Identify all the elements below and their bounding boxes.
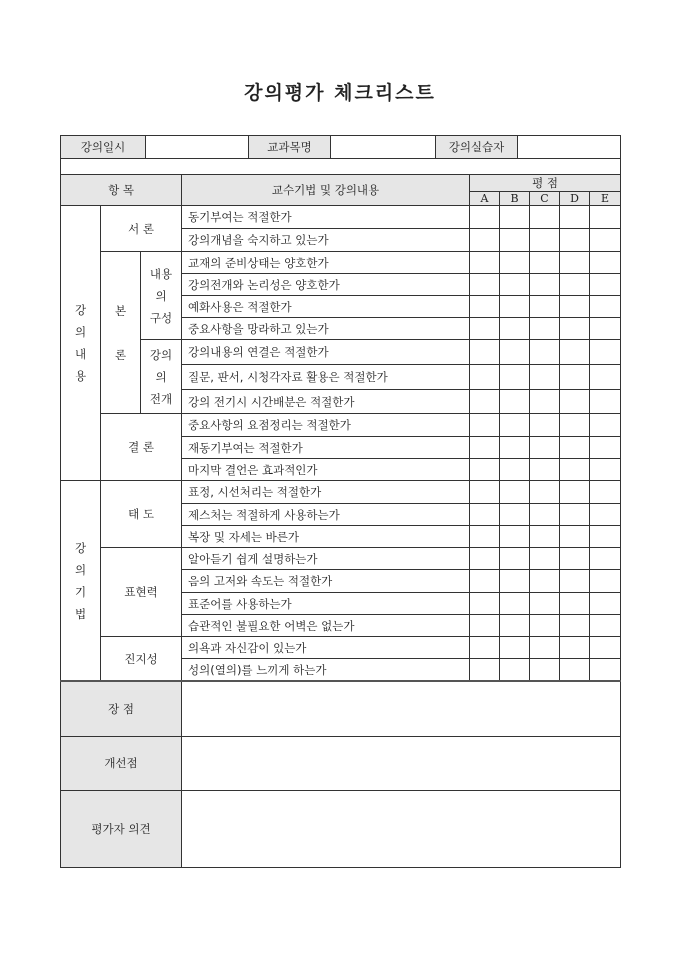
score-cell-a[interactable] <box>470 659 500 682</box>
score-cell-b[interactable] <box>500 570 530 593</box>
score-cell-b[interactable] <box>500 526 530 548</box>
score-cell-a[interactable] <box>470 481 500 504</box>
score-cell-e[interactable] <box>590 548 621 570</box>
checklist-item: 알아듣기 쉽게 설명하는가 <box>182 548 470 570</box>
score-cell-e[interactable] <box>590 340 621 365</box>
score-cell-d[interactable] <box>560 637 590 659</box>
score-cell-e[interactable] <box>590 437 621 459</box>
comments-table <box>60 680 621 868</box>
score-cell-c[interactable] <box>530 252 560 274</box>
score-cell-d[interactable] <box>560 206 590 229</box>
score-cell-e[interactable] <box>590 593 621 615</box>
score-cell-c[interactable] <box>530 365 560 390</box>
score-cell-a[interactable] <box>470 437 500 459</box>
table-row <box>61 206 621 229</box>
score-cell-d[interactable] <box>560 548 590 570</box>
checklist-item: 교재의 준비상태는 양호한가 <box>182 252 470 274</box>
table-row <box>61 548 621 570</box>
score-cell-b[interactable] <box>500 414 530 437</box>
score-cell-b[interactable] <box>500 593 530 615</box>
info-table <box>60 135 621 175</box>
score-cell-c[interactable] <box>530 229 560 252</box>
group-expression: 표현력 <box>101 548 182 637</box>
score-cell-a[interactable] <box>470 340 500 365</box>
score-cell-d[interactable] <box>560 414 590 437</box>
checklist-item: 예화사용은 적절한가 <box>182 296 470 318</box>
score-cell-c[interactable] <box>530 206 560 229</box>
score-cell-d[interactable] <box>560 365 590 390</box>
score-cell-d[interactable] <box>560 526 590 548</box>
strengths-label: 장 점 <box>61 681 182 736</box>
header-item: 항 목 <box>61 175 182 206</box>
score-cell-a[interactable] <box>470 206 500 229</box>
score-cell-a[interactable] <box>470 459 500 481</box>
score-cell-b[interactable] <box>500 459 530 481</box>
score-cell-d[interactable] <box>560 296 590 318</box>
score-cell-e[interactable] <box>590 504 621 526</box>
score-cell-a[interactable] <box>470 593 500 615</box>
improvements-field[interactable] <box>182 736 621 790</box>
score-cell-a[interactable] <box>470 365 500 390</box>
score-cell-e[interactable] <box>590 206 621 229</box>
score-cell-a[interactable] <box>470 504 500 526</box>
score-cell-e[interactable] <box>590 481 621 504</box>
score-cell-c[interactable] <box>530 437 560 459</box>
strengths-field[interactable] <box>182 681 621 736</box>
score-cell-d[interactable] <box>560 437 590 459</box>
grade-c: C <box>530 192 560 206</box>
score-cell-d[interactable] <box>560 229 590 252</box>
score-cell-e[interactable] <box>590 252 621 274</box>
score-cell-a[interactable] <box>470 414 500 437</box>
score-cell-a[interactable] <box>470 229 500 252</box>
score-cell-d[interactable] <box>560 340 590 365</box>
score-cell-c[interactable] <box>530 548 560 570</box>
score-cell-a[interactable] <box>470 274 500 296</box>
table-row <box>61 252 621 274</box>
checklist-item: 제스처는 적절하게 사용하는가 <box>182 504 470 526</box>
blank-row <box>61 159 621 175</box>
score-cell-e[interactable] <box>590 365 621 390</box>
score-cell-d[interactable] <box>560 481 590 504</box>
group-sincerity: 진지성 <box>101 637 182 682</box>
score-cell-d[interactable] <box>560 459 590 481</box>
table-row <box>61 637 621 659</box>
score-cell-a[interactable] <box>470 570 500 593</box>
score-cell-c[interactable] <box>530 414 560 437</box>
score-cell-e[interactable] <box>590 274 621 296</box>
checklist-item: 표정, 시선처리는 적절한가 <box>182 481 470 504</box>
score-cell-a[interactable] <box>470 637 500 659</box>
group-intro: 서 론 <box>101 206 182 252</box>
grade-a: A <box>470 192 500 206</box>
score-cell-c[interactable] <box>530 296 560 318</box>
checklist-item: 질문, 판서, 시청각자료 활용은 적절한가 <box>182 365 470 390</box>
score-cell-d[interactable] <box>560 252 590 274</box>
checklist-item: 성의(열의)를 느끼게 하는가 <box>182 659 470 682</box>
score-cell-b[interactable] <box>500 274 530 296</box>
group-composition: 내용 의 구성 <box>141 252 182 340</box>
checklist-item: 동기부여는 적절한가 <box>182 206 470 229</box>
grade-d: D <box>560 192 590 206</box>
score-cell-d[interactable] <box>560 659 590 682</box>
score-cell-b[interactable] <box>500 340 530 365</box>
date-field[interactable] <box>146 136 249 159</box>
group-attitude: 태 도 <box>101 481 182 548</box>
checklist-item: 재동기부여는 적절한가 <box>182 437 470 459</box>
score-cell-c[interactable] <box>530 318 560 340</box>
score-cell-b[interactable] <box>500 548 530 570</box>
score-cell-e[interactable] <box>590 637 621 659</box>
score-cell-d[interactable] <box>560 615 590 637</box>
score-cell-b[interactable] <box>500 615 530 637</box>
grade-b: B <box>500 192 530 206</box>
date-label: 강의일시 <box>61 136 146 159</box>
score-cell-c[interactable] <box>530 274 560 296</box>
score-cell-b[interactable] <box>500 229 530 252</box>
checklist-item: 의욕과 자신감이 있는가 <box>182 637 470 659</box>
score-cell-d[interactable] <box>560 593 590 615</box>
checklist-item: 강의전개와 논리성은 양호한가 <box>182 274 470 296</box>
checklist-item: 중요사항을 망라하고 있는가 <box>182 318 470 340</box>
checklist-item: 표준어를 사용하는가 <box>182 593 470 615</box>
score-cell-e[interactable] <box>590 526 621 548</box>
group-body: 본 론 <box>101 252 141 414</box>
checklist-item: 중요사항의 요점정리는 적절한가 <box>182 414 470 437</box>
score-cell-c[interactable] <box>530 615 560 637</box>
table-row <box>61 481 621 504</box>
score-cell-b[interactable] <box>500 437 530 459</box>
score-cell-e[interactable] <box>590 459 621 481</box>
score-cell-d[interactable] <box>560 274 590 296</box>
improvements-label: 개선점 <box>61 736 182 790</box>
table-row <box>61 414 621 437</box>
checklist-item: 강의개념을 숙지하고 있는가 <box>182 229 470 252</box>
lecturer-label: 강의실습자 <box>436 136 518 159</box>
score-cell-e[interactable] <box>590 570 621 593</box>
lecturer-field[interactable] <box>518 136 621 159</box>
subject-field[interactable] <box>331 136 436 159</box>
score-cell-c[interactable] <box>530 481 560 504</box>
group-development: 강의 의 전개 <box>141 340 182 414</box>
score-cell-d[interactable] <box>560 318 590 340</box>
header-score: 평 점 <box>470 175 621 192</box>
group-conclusion: 결 론 <box>101 414 182 481</box>
evaluator-opinion-label: 평가자 의견 <box>61 790 182 867</box>
score-cell-e[interactable] <box>590 659 621 682</box>
checklist-item: 음의 고저와 속도는 적절한가 <box>182 570 470 593</box>
score-cell-e[interactable] <box>590 318 621 340</box>
page-title: 강의평가 체크리스트 <box>244 82 436 104</box>
score-cell-b[interactable] <box>500 252 530 274</box>
subject-label: 교과목명 <box>249 136 331 159</box>
score-cell-b[interactable] <box>500 296 530 318</box>
score-cell-a[interactable] <box>470 252 500 274</box>
score-cell-d[interactable] <box>560 570 590 593</box>
grade-e: E <box>590 192 621 206</box>
score-cell-c[interactable] <box>530 340 560 365</box>
checklist-item: 강의 전기시 시간배분은 적절한가 <box>182 390 470 414</box>
score-cell-a[interactable] <box>470 548 500 570</box>
score-cell-c[interactable] <box>530 504 560 526</box>
table-row <box>61 340 621 365</box>
score-cell-b[interactable] <box>500 365 530 390</box>
score-cell-b[interactable] <box>500 659 530 682</box>
score-cell-e[interactable] <box>590 229 621 252</box>
score-cell-c[interactable] <box>530 637 560 659</box>
score-cell-b[interactable] <box>500 637 530 659</box>
score-cell-a[interactable] <box>470 615 500 637</box>
score-cell-b[interactable] <box>500 318 530 340</box>
score-cell-c[interactable] <box>530 459 560 481</box>
score-cell-c[interactable] <box>530 659 560 682</box>
group-lecture-content: 강 의 내 용 <box>61 206 101 481</box>
score-cell-b[interactable] <box>500 481 530 504</box>
score-cell-e[interactable] <box>590 390 621 414</box>
score-cell-c[interactable] <box>530 593 560 615</box>
checklist-item: 복장 및 자세는 바른가 <box>182 526 470 548</box>
score-cell-b[interactable] <box>500 206 530 229</box>
header-content: 교수기법 및 강의내용 <box>182 175 470 206</box>
evaluator-opinion-field[interactable] <box>182 790 621 867</box>
score-cell-e[interactable] <box>590 615 621 637</box>
checklist-item: 마지막 결언은 효과적인가 <box>182 459 470 481</box>
score-cell-c[interactable] <box>530 570 560 593</box>
score-cell-a[interactable] <box>470 390 500 414</box>
score-cell-b[interactable] <box>500 504 530 526</box>
checklist-table <box>60 174 621 682</box>
score-cell-c[interactable] <box>530 390 560 414</box>
score-cell-e[interactable] <box>590 296 621 318</box>
score-cell-a[interactable] <box>470 318 500 340</box>
score-cell-c[interactable] <box>530 526 560 548</box>
score-cell-d[interactable] <box>560 504 590 526</box>
score-cell-e[interactable] <box>590 414 621 437</box>
score-cell-a[interactable] <box>470 296 500 318</box>
checklist-item: 강의내용의 연결은 적절한가 <box>182 340 470 365</box>
group-lecture-technique: 강 의 기 법 <box>61 481 101 682</box>
score-cell-a[interactable] <box>470 526 500 548</box>
checklist-item: 습관적인 불필요한 어벽은 없는가 <box>182 615 470 637</box>
score-cell-b[interactable] <box>500 390 530 414</box>
score-cell-d[interactable] <box>560 390 590 414</box>
